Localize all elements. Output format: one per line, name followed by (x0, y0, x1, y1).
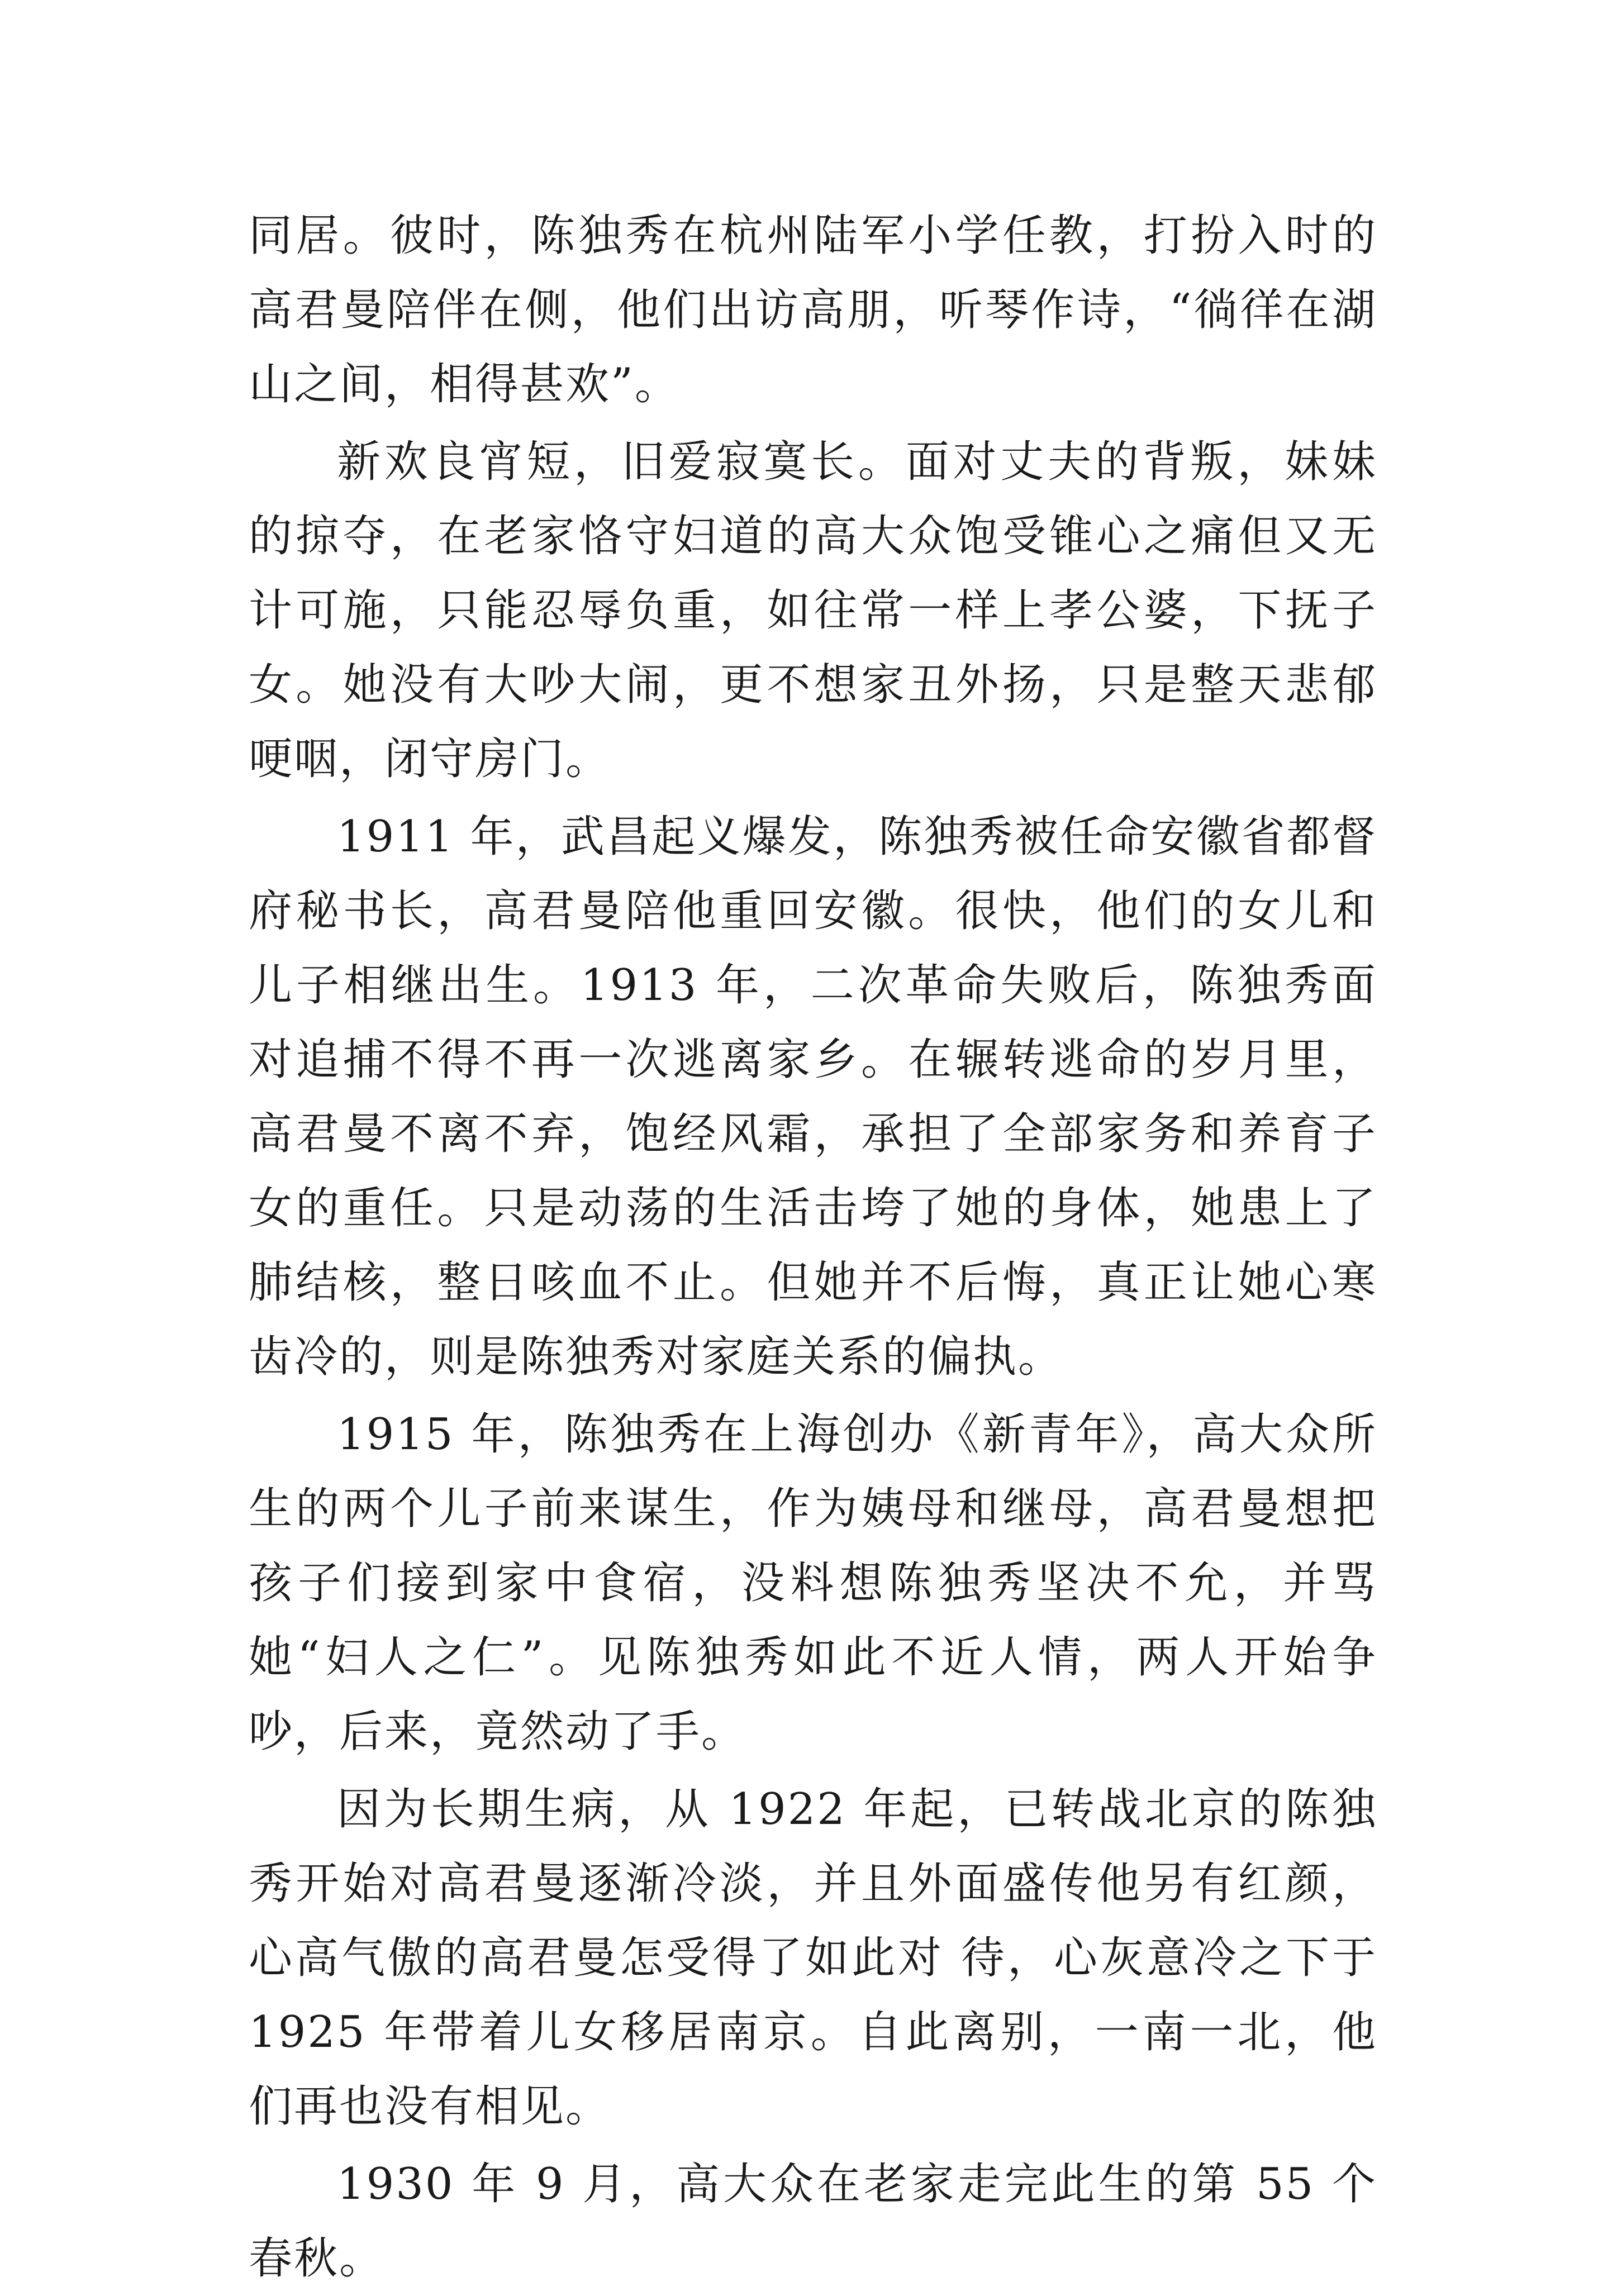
paragraph-4: 1915 年，陈独秀在上海创办《新青年》，高大众所生的两个儿子前来谋生，作为姨母和继母，高君曼想把孩子们接到家中食宿，没料想陈独秀坚决不允，并骂她“妇人之仁”。见陈独秀如此不近人情，两人开始争吵，后来，竟然动了手。 (249, 1409, 1377, 1757)
paragraph-5: 因为长期生病，从 1922 年起，已转战北京的陈独秀开始对高君曼逐渐冷淡，并且外面盛传他另有红颜，心高气傲的高君曼怎受得了如此对 待，心灰意冷之下于 1925 年带着儿女移居南京。自此离别，一南一北，他们再也没有相见。 (249, 1784, 1377, 2132)
paragraph-3: 1911 年，武昌起义爆发，陈独秀被任命安徽省都督府秘书长，高君曼陪他重回安徽。很快，他们的女儿和儿子相继出生。1913 年，二次革命失败后，陈独秀面对追捕不得不再一次逃离家乡。在辗转逃命的岁月里，高君曼不离不弃，饱经风霜，承担了全部家务和养育子女的重任。只是动荡的生活击垮了她的身体，她患上了肺结核，整日咳血不止。但她并不后悔，真正让她心寒齿冷的，则是陈独秀对家庭关系的偏执。 (249, 812, 1377, 1382)
paragraph-2: 新欢良宵短，旧爱寂寞长。面对丈夫的背叛，妹妹的掠夺，在老家恪守妇道的高大众饱受锥心之痛但又无计可施，只能忍辱负重，如往常一样上孝公婆，下抚子女。她没有大吵大闹，更不想家丑外扬，只是整天悲郁哽咽，闭守房门。 (249, 437, 1377, 784)
paragraph-6: 1930 年 9 月，高大众在老家走完此生的第 55 个春秋。 (249, 2159, 1377, 2284)
body-text (249, 199, 1377, 2296)
paragraph-1: 同居。彼时，陈独秀在杭州陆军小学任教，打扮入时的高君曼陪伴在侧，他们出访高朋，听琴作诗，“徜徉在湖山之间，相得甚欢”。 (249, 211, 1377, 409)
